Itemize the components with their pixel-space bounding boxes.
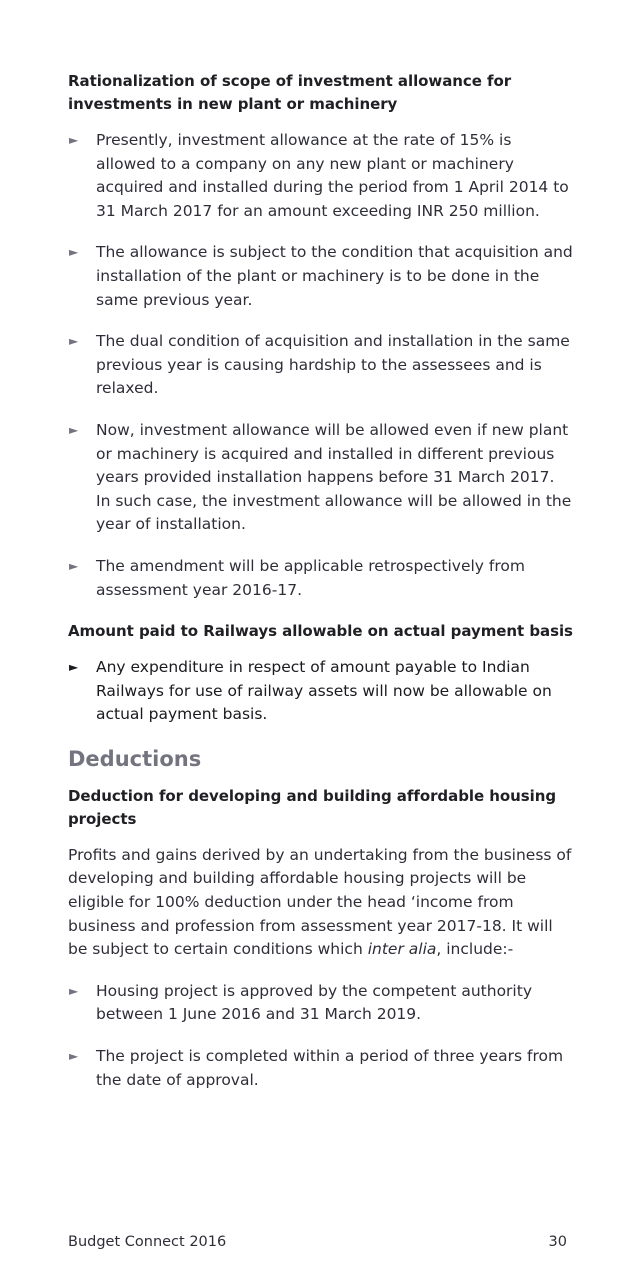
list-item xyxy=(68,330,573,401)
list-item xyxy=(68,241,573,312)
list-item-text: The dual condition of acquisition and installation in the same previous year is causing hardship to the assessees and is relaxed. xyxy=(96,332,570,398)
bullet-arrow-icon: ► xyxy=(69,660,79,675)
publication-name: Budget Connect 2016 xyxy=(68,1234,227,1250)
bullet-arrow-icon: ► xyxy=(69,334,79,349)
page-footer xyxy=(68,1232,567,1252)
list-item-text: Any expenditure in respect of amount payable to Indian Railways for use of railway assets will now be allowable on actual payment basis. xyxy=(96,658,552,724)
paragraph-italic-text: inter alia xyxy=(367,940,437,959)
bullet-arrow-icon: ► xyxy=(69,983,79,998)
section-title-deductions: Deductions xyxy=(68,746,202,771)
list-item xyxy=(68,1045,573,1092)
railways-payment-list xyxy=(68,656,573,727)
bullet-arrow-icon: ► xyxy=(69,1049,79,1064)
investment-allowance-list xyxy=(68,129,573,602)
list-item-text: The amendment will be applicable retrospectively from assessment year 2016-17. xyxy=(96,556,525,599)
list-item-text: Housing project is approved by the competent authority between 1 June 2016 and 31 March 2019. xyxy=(96,981,532,1024)
list-item xyxy=(68,419,573,537)
affordable-housing-conditions-list xyxy=(68,980,573,1092)
list-item-text: Presently, investment allowance at the rate of 15% is allowed to a company on any new plant or machinery acquired and installed during the period from 1 April 2014 to 31 March 2017 for an amount exceeding INR 250 million. xyxy=(96,131,569,220)
list-item xyxy=(68,555,573,602)
heading-affordable-housing: Deduction for developing and building affordable housing projects xyxy=(68,786,557,828)
paragraph-text-end: , include:- xyxy=(436,940,514,959)
list-item-text: Now, investment allowance will be allowed even if new plant or machinery is acquired and installed in different previous years provided installation happens before 31 March 2017. In such case, the investment allowance will be allowed in the year of installation. xyxy=(96,420,572,534)
bullet-arrow-icon: ► xyxy=(69,422,79,437)
heading-investment-allowance: Rationalization of scope of investment allowance for investments in new plant or machinery xyxy=(68,72,512,113)
list-item-text: The project is completed within a period of three years from the date of approval. xyxy=(96,1047,564,1089)
bullet-arrow-icon: ► xyxy=(69,133,79,147)
page-content xyxy=(68,70,573,1110)
paragraph-text: Profits and gains derived by an undertaking from the business of developing and building affordable housing projects will be eligible for 100% deduction under the head ‘income from business and profession from assessment year 2017-18. It will be subject to certain conditions which xyxy=(68,845,572,959)
bullet-arrow-icon: ► xyxy=(69,245,79,260)
bullet-arrow-icon: ► xyxy=(69,558,79,573)
page-number: 30 xyxy=(548,1234,567,1250)
list-item xyxy=(68,656,573,727)
list-item xyxy=(68,129,573,223)
heading-railways-payment: Amount paid to Railways allowable on actual payment basis xyxy=(68,622,573,641)
affordable-housing-paragraph xyxy=(68,844,573,962)
list-item xyxy=(68,980,573,1027)
list-item-text: The allowance is subject to the condition that acquisition and installation of the plant or machinery is to be done in the same previous year. xyxy=(96,243,573,309)
